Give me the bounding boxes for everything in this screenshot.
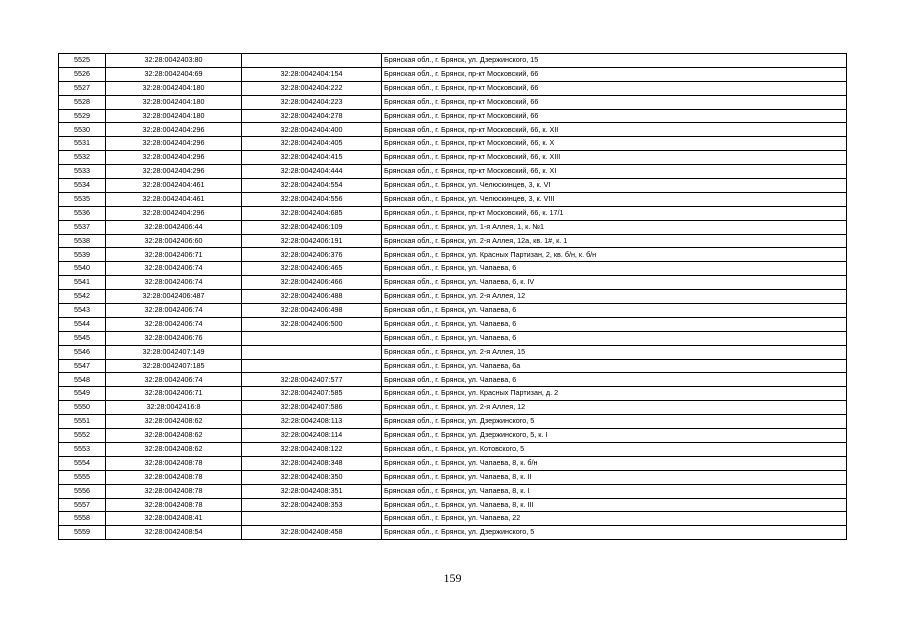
table-row	[59, 179, 847, 193]
table-row	[59, 123, 847, 137]
object-cadastral-number-cell: 32:28:0042406:488	[242, 290, 382, 304]
table-row	[59, 137, 847, 151]
parcel-cadastral-number-cell: 32:28:0042407:185	[106, 359, 242, 373]
object-cadastral-number-cell: 32:28:0042408:350	[242, 470, 382, 484]
row-number-cell: 5543	[59, 304, 106, 318]
address-cell: Брянская обл., г. Брянск, ул. Дзержинского, 5	[382, 415, 847, 429]
table-row	[59, 109, 847, 123]
table-row	[59, 415, 847, 429]
address-cell: Брянская обл., г. Брянск, ул. 1-я Аллея, 1, к. №1	[382, 220, 847, 234]
row-number-cell: 5530	[59, 123, 106, 137]
table-row	[59, 206, 847, 220]
object-cadastral-number-cell: 32:28:0042404:223	[242, 95, 382, 109]
table-row	[59, 290, 847, 304]
address-cell: Брянская обл., г. Брянск, ул. 2-я Аллея, 15	[382, 345, 847, 359]
row-number-cell: 5552	[59, 429, 106, 443]
address-cell: Брянская обл., г. Брянск, ул. Чапаева, 6	[382, 373, 847, 387]
address-cell: Брянская обл., г. Брянск, ул. Красных Партизан, д. 2	[382, 387, 847, 401]
row-number-cell: 5535	[59, 192, 106, 206]
table-row	[59, 54, 847, 68]
address-cell: Брянская обл., г. Брянск, ул. Челюскинцев, 3, к. VI	[382, 179, 847, 193]
object-cadastral-number-cell: 32:28:0042404:685	[242, 206, 382, 220]
address-cell: Брянская обл., г. Брянск, пр-кт Московский, 66, к. XIII	[382, 151, 847, 165]
parcel-cadastral-number-cell: 32:28:0042407:149	[106, 345, 242, 359]
address-cell: Брянская обл., г. Брянск, ул. Дзержинского, 5	[382, 526, 847, 540]
parcel-cadastral-number-cell: 32:28:0042404:461	[106, 179, 242, 193]
row-number-cell: 5537	[59, 220, 106, 234]
object-cadastral-number-cell: 32:28:0042408:353	[242, 498, 382, 512]
parcel-cadastral-number-cell: 32:28:0042408:62	[106, 429, 242, 443]
row-number-cell: 5540	[59, 262, 106, 276]
parcel-cadastral-number-cell: 32:28:0042408:78	[106, 470, 242, 484]
table-row	[59, 331, 847, 345]
table-row	[59, 95, 847, 109]
object-cadastral-number-cell: 32:28:0042404:222	[242, 81, 382, 95]
address-cell: Брянская обл., г. Брянск, ул. Красных Партизан, 2, кв. б/н, к. б/н	[382, 248, 847, 262]
address-cell: Брянская обл., г. Брянск, ул. 2-я Аллея, 12а, кв. 1#, к. 1	[382, 234, 847, 248]
row-number-cell: 5532	[59, 151, 106, 165]
address-cell: Брянская обл., г. Брянск, ул. Котовского, 5	[382, 442, 847, 456]
address-cell: Брянская обл., г. Брянск, пр-кт Московский, 66	[382, 95, 847, 109]
address-cell: Брянская обл., г. Брянск, пр-кт Московский, 66	[382, 67, 847, 81]
parcel-cadastral-number-cell: 32:28:0042404:461	[106, 192, 242, 206]
object-cadastral-number-cell: 32:28:0042408:122	[242, 442, 382, 456]
parcel-cadastral-number-cell: 32:28:0042404:69	[106, 67, 242, 81]
parcel-cadastral-number-cell: 32:28:0042408:62	[106, 415, 242, 429]
row-number-cell: 5527	[59, 81, 106, 95]
parcel-cadastral-number-cell: 32:28:0042406:60	[106, 234, 242, 248]
row-number-cell: 5533	[59, 165, 106, 179]
table-row	[59, 498, 847, 512]
row-number-cell: 5529	[59, 109, 106, 123]
address-cell: Брянская обл., г. Брянск, ул. 2-я Аллея, 12	[382, 290, 847, 304]
table-row	[59, 359, 847, 373]
row-number-cell: 5526	[59, 67, 106, 81]
table-row	[59, 484, 847, 498]
row-number-cell: 5531	[59, 137, 106, 151]
parcel-cadastral-number-cell: 32:28:0042404:180	[106, 109, 242, 123]
object-cadastral-number-cell: 32:28:0042404:556	[242, 192, 382, 206]
row-number-cell: 5551	[59, 415, 106, 429]
row-number-cell: 5539	[59, 248, 106, 262]
object-cadastral-number-cell: 32:28:0042406:498	[242, 304, 382, 318]
parcel-cadastral-number-cell: 32:28:0042408:78	[106, 456, 242, 470]
parcel-cadastral-number-cell: 32:28:0042403:80	[106, 54, 242, 68]
address-cell: Брянская обл., г. Брянск, ул. Дзержинского, 5, к. I	[382, 429, 847, 443]
address-cell: Брянская обл., г. Брянск, ул. Чапаева, 8, к. I	[382, 484, 847, 498]
address-cell: Брянская обл., г. Брянск, пр-кт Московский, 66	[382, 81, 847, 95]
address-cell: Брянская обл., г. Брянск, ул. Дзержинского, 15	[382, 54, 847, 68]
table-row	[59, 442, 847, 456]
table-row	[59, 470, 847, 484]
address-cell: Брянская обл., г. Брянск, пр-кт Московский, 66, к. XI	[382, 165, 847, 179]
object-cadastral-number-cell: 32:28:0042407:577	[242, 373, 382, 387]
row-number-cell: 5559	[59, 526, 106, 540]
table-row	[59, 456, 847, 470]
address-cell: Брянская обл., г. Брянск, ул. Чапаева, 6а	[382, 359, 847, 373]
object-cadastral-number-cell: 32:28:0042404:154	[242, 67, 382, 81]
page-number: 159	[443, 571, 462, 585]
table-row	[59, 81, 847, 95]
address-cell: Брянская обл., г. Брянск, ул. Чапаева, 8, к. б/н	[382, 456, 847, 470]
address-cell: Брянская обл., г. Брянск, пр-кт Московский, 66, к. XII	[382, 123, 847, 137]
row-number-cell: 5546	[59, 345, 106, 359]
object-cadastral-number-cell: 32:28:0042404:554	[242, 179, 382, 193]
object-cadastral-number-cell: 32:28:0042408:113	[242, 415, 382, 429]
object-cadastral-number-cell: 32:28:0042408:458	[242, 526, 382, 540]
address-cell: Брянская обл., г. Брянск, ул. Челюскинцев, 3, к. VIII	[382, 192, 847, 206]
parcel-cadastral-number-cell: 32:28:0042406:74	[106, 262, 242, 276]
address-cell: Брянская обл., г. Брянск, ул. 2-я Аллея, 12	[382, 401, 847, 415]
object-cadastral-number-cell: 32:28:0042404:400	[242, 123, 382, 137]
object-cadastral-number-cell	[242, 345, 382, 359]
table-row	[59, 526, 847, 540]
table-row	[59, 192, 847, 206]
table-row	[59, 67, 847, 81]
address-cell: Брянская обл., г. Брянск, пр-кт Московский, 66	[382, 109, 847, 123]
object-cadastral-number-cell	[242, 54, 382, 68]
table-row	[59, 165, 847, 179]
parcel-cadastral-number-cell: 32:28:0042408:41	[106, 512, 242, 526]
row-number-cell: 5550	[59, 401, 106, 415]
parcel-cadastral-number-cell: 32:28:0042404:296	[106, 206, 242, 220]
object-cadastral-number-cell: 32:28:0042404:405	[242, 137, 382, 151]
object-cadastral-number-cell: 32:28:0042406:109	[242, 220, 382, 234]
address-cell: Брянская обл., г. Брянск, ул. Чапаева, 22	[382, 512, 847, 526]
object-cadastral-number-cell: 32:28:0042407:586	[242, 401, 382, 415]
table-row	[59, 345, 847, 359]
table-row	[59, 317, 847, 331]
parcel-cadastral-number-cell: 32:28:0042406:74	[106, 304, 242, 318]
object-cadastral-number-cell: 32:28:0042406:465	[242, 262, 382, 276]
object-cadastral-number-cell: 32:28:0042408:351	[242, 484, 382, 498]
address-cell: Брянская обл., г. Брянск, пр-кт Московский, 66, к. X	[382, 137, 847, 151]
row-number-cell: 5525	[59, 54, 106, 68]
table-row	[59, 151, 847, 165]
table-row	[59, 401, 847, 415]
object-cadastral-number-cell	[242, 359, 382, 373]
parcel-cadastral-number-cell: 32:28:0042404:296	[106, 165, 242, 179]
table-row	[59, 248, 847, 262]
row-number-cell: 5556	[59, 484, 106, 498]
object-cadastral-number-cell: 32:28:0042408:114	[242, 429, 382, 443]
parcel-cadastral-number-cell: 32:28:0042408:54	[106, 526, 242, 540]
row-number-cell: 5542	[59, 290, 106, 304]
parcel-cadastral-number-cell: 32:28:0042404:296	[106, 123, 242, 137]
object-cadastral-number-cell: 32:28:0042404:278	[242, 109, 382, 123]
parcel-cadastral-number-cell: 32:28:0042406:74	[106, 317, 242, 331]
row-number-cell: 5554	[59, 456, 106, 470]
parcel-cadastral-number-cell: 32:28:0042406:71	[106, 387, 242, 401]
object-cadastral-number-cell: 32:28:0042406:376	[242, 248, 382, 262]
parcel-cadastral-number-cell: 32:28:0042406:74	[106, 373, 242, 387]
object-cadastral-number-cell: 32:28:0042408:348	[242, 456, 382, 470]
parcel-cadastral-number-cell: 32:28:0042404:180	[106, 81, 242, 95]
parcel-cadastral-number-cell: 32:28:0042406:487	[106, 290, 242, 304]
row-number-cell: 5558	[59, 512, 106, 526]
address-cell: Брянская обл., г. Брянск, ул. Чапаева, 8, к. III	[382, 498, 847, 512]
row-number-cell: 5534	[59, 179, 106, 193]
table-row	[59, 262, 847, 276]
object-cadastral-number-cell: 32:28:0042406:191	[242, 234, 382, 248]
table-row	[59, 512, 847, 526]
property-register-table	[58, 53, 847, 540]
table-row	[59, 373, 847, 387]
parcel-cadastral-number-cell: 32:28:0042404:180	[106, 95, 242, 109]
parcel-cadastral-number-cell: 32:28:0042408:62	[106, 442, 242, 456]
address-cell: Брянская обл., г. Брянск, ул. Чапаева, 8, к. II	[382, 470, 847, 484]
row-number-cell: 5545	[59, 331, 106, 345]
parcel-cadastral-number-cell: 32:28:0042404:296	[106, 137, 242, 151]
table-row	[59, 234, 847, 248]
table-row	[59, 220, 847, 234]
row-number-cell: 5528	[59, 95, 106, 109]
parcel-cadastral-number-cell: 32:28:0042408:78	[106, 498, 242, 512]
object-cadastral-number-cell: 32:28:0042404:444	[242, 165, 382, 179]
row-number-cell: 5548	[59, 373, 106, 387]
table-row	[59, 387, 847, 401]
address-cell: Брянская обл., г. Брянск, пр-кт Московский, 66, к. 17/1	[382, 206, 847, 220]
address-cell: Брянская обл., г. Брянск, ул. Чапаева, 6	[382, 262, 847, 276]
row-number-cell: 5544	[59, 317, 106, 331]
object-cadastral-number-cell: 32:28:0042404:415	[242, 151, 382, 165]
row-number-cell: 5553	[59, 442, 106, 456]
parcel-cadastral-number-cell: 32:28:0042406:44	[106, 220, 242, 234]
table-row	[59, 276, 847, 290]
row-number-cell: 5541	[59, 276, 106, 290]
object-cadastral-number-cell	[242, 331, 382, 345]
row-number-cell: 5555	[59, 470, 106, 484]
table-body	[59, 54, 847, 540]
row-number-cell: 5547	[59, 359, 106, 373]
row-number-cell: 5557	[59, 498, 106, 512]
address-cell: Брянская обл., г. Брянск, ул. Чапаева, 6	[382, 304, 847, 318]
address-cell: Брянская обл., г. Брянск, ул. Чапаева, 6	[382, 317, 847, 331]
parcel-cadastral-number-cell: 32:28:0042406:76	[106, 331, 242, 345]
row-number-cell: 5538	[59, 234, 106, 248]
object-cadastral-number-cell: 32:28:0042406:466	[242, 276, 382, 290]
table-row	[59, 429, 847, 443]
parcel-cadastral-number-cell: 32:28:0042408:78	[106, 484, 242, 498]
table-row	[59, 304, 847, 318]
row-number-cell: 5536	[59, 206, 106, 220]
object-cadastral-number-cell: 32:28:0042407:585	[242, 387, 382, 401]
object-cadastral-number-cell: 32:28:0042406:500	[242, 317, 382, 331]
address-cell: Брянская обл., г. Брянск, ул. Чапаева, 6	[382, 331, 847, 345]
address-cell: Брянская обл., г. Брянск, ул. Чапаева, 6, к. IV	[382, 276, 847, 290]
parcel-cadastral-number-cell: 32:28:0042406:74	[106, 276, 242, 290]
object-cadastral-number-cell	[242, 512, 382, 526]
parcel-cadastral-number-cell: 32:28:0042416:8	[106, 401, 242, 415]
row-number-cell: 5549	[59, 387, 106, 401]
parcel-cadastral-number-cell: 32:28:0042406:71	[106, 248, 242, 262]
parcel-cadastral-number-cell: 32:28:0042404:296	[106, 151, 242, 165]
